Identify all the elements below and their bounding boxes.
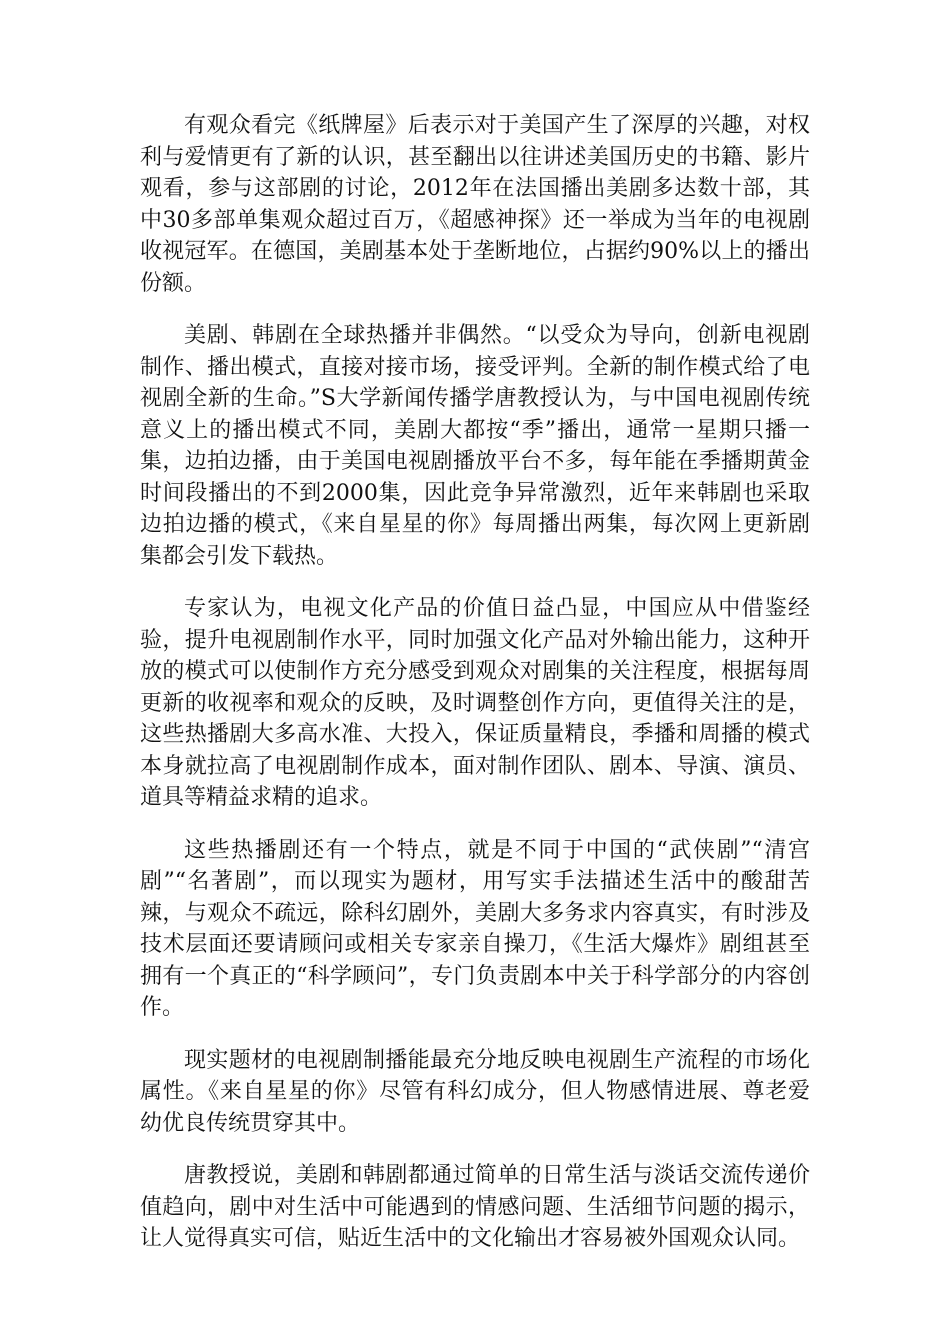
paragraph-5: 现实题材的电视剧制播能最充分地反映电视剧生产流程的市场化属性。《来自星星的你》尽管有科幻成分，但人物感情进展、尊老爱幼优良传统贯穿其中。 bbox=[140, 1047, 810, 1136]
paragraph-4: 这些热播剧还有一个特点，就是不同于中国的“武侠剧”“清宫剧”“名著剧”，而以现实为题材，用写实手法描述生活中的酸甜苦辣，与观众不疏远，除科幻剧外，美剧大多务求内容真实，有时涉及技术层面还要请顾问或相关专家亲自操刀，《生活大爆炸》剧组甚至拥有一个真正的“科学顾问”，专门负责剧本中关于科学部分的内容创作。 bbox=[140, 837, 810, 1020]
paragraph-2: 美剧、韩剧在全球热播并非偶然。“以受众为导向，创新电视剧制作、播出模式，直接对接市场，接受评判。全新的制作模式给了电视剧全新的生命。”S大学新闻传播学唐教授认为，与中国电视剧传统意义上的播出模式不同，美剧大都按“季”播出，通常一星期只播一集，边拍边播，由于美国电视剧播放平台不多，每年能在季播期黄金时间段播出的不到2000集，因此竞争异常激烈，近年来韩剧也采取边拍边播的模式，《来自星星的你》每周播出两集，每次网上更新剧集都会引发下载热。 bbox=[140, 323, 810, 569]
paragraph-6: 唐教授说，美剧和韩剧都通过简单的日常生活与淡话交流传递价值趋向，剧中对生活中可能遇到的情感问题、生活细节问题的揭示，让人觉得真实可信，贴近生活中的文化输出才容易被外国观众认同。 bbox=[140, 1163, 810, 1251]
paragraph-1: 有观众看完《纸牌屋》后表示对于美国产生了深厚的兴趣，对权利与爱情更有了新的认识，甚至翻出以往讲述美国历史的书籍、影片观看，参与这部剧的讨论，2012年在法国播出美剧多达数十部，其中30多部单集观众超过百万，《超感神探》还一举成为当年的电视剧收视冠军。在德国，美剧基本处于垄断地位，占据约90%以上的播出份额。 bbox=[140, 113, 810, 296]
document-page bbox=[140, 110, 810, 1276]
paragraph-3: 专家认为，电视文化产品的价值日益凸显，中国应从中借鉴经验，提升电视剧制作水平，同时加强文化产品对外输出能力，这种开放的模式可以使制作方充分感受到观众对剧集的关注程度，根据每周更新的收视率和观众的反映，及时调整创作方向，更值得关注的是，这些热播剧大多高水准、大投入，保证质量精良，季播和周播的模式本身就拉高了电视剧制作成本，面对制作团队、剧本、导演、演员、道具等精益求精的追求。 bbox=[140, 596, 810, 810]
